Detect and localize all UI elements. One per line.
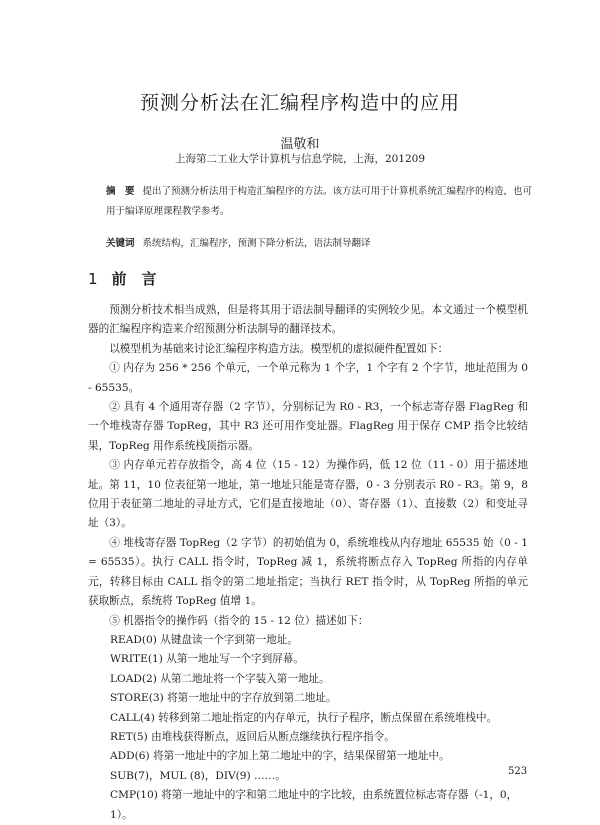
paragraph: ③ 内存单元若存放指令，高 4 位（15 - 12）为操作码，低 12 位（11 - 0）用于描述地址。第 11，10 位表征第一地址，第一地址只能是寄存器，0 - 3 分别表示 R0 - R3。第 9，8 位用于表征第二地址的寻址方式，它们是直接地址（0）、寄存器（1）、直接数（2）和变址寻址（3）。 <box>88 459 528 530</box>
abstract <box>106 182 534 222</box>
keywords-text: 系统结构，汇编程序，预测下降分析法，语法制导翻译 <box>142 238 371 249</box>
abstract-label: 摘 要 <box>106 186 135 197</box>
instruction-line: CALL(4) 转移到第二地址指定的内存单元，执行子程序，断点保留在系统堆栈中。 <box>110 711 498 724</box>
instruction-line: READ(0) 从键盘读一个字到第一地址。 <box>110 633 298 646</box>
instruction-line: LOAD(2) 从第二地址将一个字装入第一地址。 <box>110 672 330 685</box>
body-text <box>88 301 528 825</box>
section-title: 前 言 <box>111 270 157 288</box>
paper-title: 预测分析法在汇编程序构造中的应用 <box>139 92 460 114</box>
instruction-line: WRITE(1) 从第一地址写一个字到屏幕。 <box>110 653 304 666</box>
affiliation: 上海第二工业大学计算机与信息学院，上海，201209 <box>174 153 426 165</box>
page-number: 523 <box>508 766 528 777</box>
instruction-line: ADD(6) 将第一地址中的字加上第二地址中的字，结果保留第一地址中。 <box>110 750 450 763</box>
abstract-text: 提出了预测分析法用于构造汇编程序的方法。该方法可用于计算机系统汇编程序的构造，也可用于编译原理课程教学参考。 <box>106 186 533 217</box>
paragraph: ⑤ 机器指令的操作码（指令的 15 - 12 位）描述如下： <box>109 614 369 627</box>
keywords <box>106 235 534 249</box>
author-name: 温敬和 <box>280 137 320 152</box>
paragraph: 以模型机为基础来讨论汇编程序构造方法。模型机的虚拟硬件配置如下： <box>109 342 449 355</box>
section-heading <box>88 268 157 289</box>
instruction-line: CMP(10) 将第一地址中的字和第二地址中的字比较，由系统置位标志寄存器（-1，0，1）。 <box>110 789 518 821</box>
paragraph: ④ 堆栈寄存器 TopReg（2 字节）的初始值为 0，系统堆栈从内存地址 65535 始（0 - 1 = 65535）。执行 CALL 指令时，TopReg 减 1，系统将断点存入 TopReg 所指的内存单元，转移目标由 CALL 指令的第二地址指定；当执行 RET 指令时，从 TopReg 所指的单元获取断点，系统将 TopReg 值增 1。 <box>88 536 528 608</box>
section-number: 1 <box>88 270 98 288</box>
paragraph: ① 内存为 256 * 256 个单元，一个单元称为 1 个字，1 个字有 2 个字节，地址范围为 0 - 65535。 <box>88 362 528 394</box>
instruction-line: STORE(3) 将第一地址中的字存放到第二地址。 <box>110 692 337 705</box>
instruction-line: SUB(7)，MUL (8)，DIV(9) ……。 <box>110 769 286 782</box>
keywords-label: 关键词 <box>106 238 135 249</box>
paragraph: ② 具有 4 个通用寄存器（2 字节），分别标记为 R0 - R3，一个标志寄存器 FlagReg 和一个堆栈寄存器 TopReg，其中 R3 还可用作变址器。FlagReg 用于保存 CMP 指令比较结果，TopReg 用作系统栈顶指示器。 <box>88 401 528 452</box>
paragraph: 预测分析技术相当成熟，但是将其用于语法制导翻译的实例较少见。本文通过一个模型机器的汇编程序构造来介绍预测分析法制导的翻译技术。 <box>88 304 528 336</box>
instruction-line: RET(5) 由堆栈获得断点，返回后从断点继续执行程序指令。 <box>110 730 395 743</box>
